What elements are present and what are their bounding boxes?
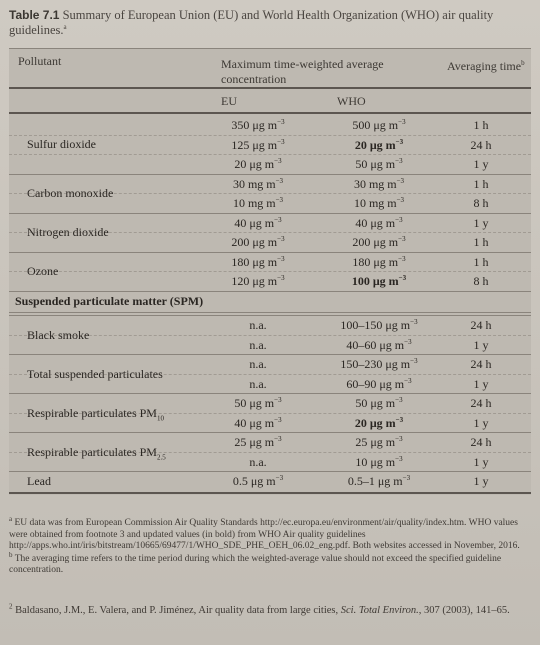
caption-text: Summary of European Union (EU) and World Health Organization (WHO) air quality guidelines.	[9, 8, 494, 37]
pollutant-name: Black smoke	[27, 327, 90, 342]
who-value: 40 μg $m^{-3}$	[355, 215, 403, 230]
averaging-time: 1 y	[473, 215, 489, 230]
pollutant-name: Carbon monoxide	[27, 186, 114, 200]
averaging-time: 8 h	[473, 196, 489, 210]
eu-value: n.a.	[249, 318, 267, 332]
group-rule	[9, 432, 531, 433]
pollutant-name: Lead	[27, 473, 51, 488]
eu-value: 40 μg $m^{-3}$	[234, 215, 282, 230]
who-value: 20 μg $m^{-3}$	[354, 415, 404, 430]
group-rule	[9, 315, 531, 316]
reference-authors: Baldasano, J.M., E. Valera, and P. Jiménez, Air quality data from large cities,	[15, 605, 339, 616]
section-heading: Suspended particulate matter (SPM)	[15, 293, 204, 308]
table-caption	[9, 8, 534, 38]
header-rule	[9, 87, 531, 89]
eu-value: 30 mg $m^{-3}$	[232, 176, 284, 191]
header-who: WHO	[337, 94, 366, 108]
group-rule	[9, 252, 531, 253]
reference-tail: , 307 (2003), 141–65.	[418, 605, 510, 616]
who-value: 180 μg $m^{-3}$	[352, 254, 406, 269]
averaging-time: 24 h	[470, 357, 492, 371]
who-value: 0.5–1 μg $m^{-3}$	[347, 474, 411, 488]
table-top-rule	[9, 48, 531, 49]
table-bottom-rule	[9, 492, 531, 494]
subheader-rule	[9, 112, 531, 114]
group-rule	[9, 213, 531, 214]
footnotes	[9, 514, 535, 578]
eu-value: 200 μg $m^{-3}$	[231, 235, 285, 249]
who-value: 500 μg $m^{-3}$	[352, 118, 406, 132]
header-max-average: Maximum time-weighted average concentration	[221, 57, 384, 86]
averaging-time: 1 y	[473, 454, 489, 469]
eu-value: n.a.	[249, 337, 267, 352]
averaging-time: 1 y	[473, 337, 489, 352]
pollutant-name: Nitrogen dioxide	[27, 225, 109, 239]
eu-value: 50 μg $m^{-3}$	[234, 396, 282, 410]
who-value: 200 μg $m^{-3}$	[352, 235, 406, 249]
who-value: 30 mg $m^{-3}$	[353, 176, 405, 191]
caption-footnote-mark: a	[63, 22, 67, 31]
averaging-time: 24 h	[470, 137, 492, 152]
who-value: 40–60 μg $m^{-3}$	[346, 337, 412, 352]
eu-value: 10 mg $m^{-3}$	[232, 196, 284, 210]
averaging-time: 1 h	[473, 235, 489, 249]
reference-journal: Sci. Total Environ.	[340, 605, 419, 616]
row-rule	[9, 271, 531, 272]
air-quality-table	[9, 48, 531, 495]
group-rule	[9, 354, 531, 355]
eu-value: n.a.	[249, 357, 267, 371]
eu-value: 125 μg $m^{-3}$	[231, 137, 285, 152]
header-averaging-time: Averaging time$^b$	[447, 59, 525, 73]
eu-value: 350 μg $m^{-3}$	[231, 118, 285, 132]
who-value: 60–90 μg $m^{-3}$	[346, 376, 412, 391]
averaging-time: 24 h	[470, 318, 492, 332]
table-label: Table 7.1	[9, 8, 60, 22]
reference-mark: 2	[9, 602, 13, 611]
averaging-time: 1 h	[473, 176, 489, 191]
eu-value: 25 μg $m^{-3}$	[234, 435, 282, 449]
eu-value: 40 μg $m^{-3}$	[234, 415, 282, 430]
eu-value: 120 μg $m^{-3}$	[231, 274, 285, 288]
row-rule	[9, 154, 531, 155]
who-value: 10 mg $m^{-3}$	[353, 196, 405, 210]
header-eu: EU	[221, 94, 237, 108]
averaging-time: 1 y	[473, 474, 489, 488]
pollutant-name: Ozone	[27, 264, 59, 278]
who-value: 100 μg $m^{-3}$	[351, 274, 407, 288]
eu-value: 180 μg $m^{-3}$	[231, 254, 285, 269]
row-rule	[9, 135, 531, 136]
eu-value: n.a.	[249, 454, 267, 469]
who-value: 20 μg $m^{-3}$	[354, 137, 404, 152]
pollutant-name: Respirable particulates $PM_{2.5}$	[27, 444, 166, 461]
who-value: 100–150 μg $m^{-3}$	[340, 318, 418, 332]
eu-value: n.a.	[249, 376, 267, 391]
group-rule	[9, 393, 531, 394]
who-value: 50 μg $m^{-3}$	[355, 157, 403, 171]
averaging-time: 1 y	[473, 376, 489, 391]
who-value: 10 μg $m^{-3}$	[355, 454, 403, 469]
footnote: $^a$ EU data was from European Commission Air Quality Standards http://ec.europa.eu/environment/air/quality/index.htm. WHO values were obtained from footnote 3 and updated values (in bold) from WHO Air quality guidelines http://apps.who.int/iris/bitstream/10665/69477/1/WHO_SDE_PHE_OEH_06.02_eng.pdf. Both websites accessed in November, 2016.	[9, 514, 520, 551]
averaging-time: 1 h	[473, 254, 489, 269]
eu-value: 20 μg $m^{-3}$	[234, 157, 282, 171]
eu-value: 0.5 μg $m^{-3}$	[232, 474, 284, 488]
group-rule	[9, 471, 531, 472]
section-rule	[9, 291, 531, 292]
pollutant-name: Sulfur dioxide	[27, 137, 96, 152]
pollutant-name: Total suspended particulates	[27, 366, 163, 381]
averaging-time: 24 h	[470, 396, 492, 410]
averaging-time: 24 h	[470, 435, 492, 449]
averaging-time: 1 h	[473, 118, 489, 132]
averaging-time: 1 y	[473, 157, 489, 171]
group-rule	[9, 174, 531, 175]
averaging-time: 8 h	[473, 274, 489, 288]
header-pollutant: Pollutant	[18, 54, 62, 68]
who-value: 50 μg $m^{-3}$	[355, 396, 403, 410]
who-value: 150–230 μg $m^{-3}$	[340, 357, 418, 371]
footnote: $^b$ The averaging time refers to the time period during which the weighted-average value should not exceed the specified guideline concentration.	[9, 550, 502, 575]
section-rule-bottom	[9, 312, 531, 313]
averaging-time: 1 y	[473, 415, 489, 430]
reference-note	[9, 604, 535, 618]
pollutant-name: Respirable particulates $PM_{10}$	[27, 405, 164, 422]
who-value: 25 μg $m^{-3}$	[355, 435, 403, 449]
